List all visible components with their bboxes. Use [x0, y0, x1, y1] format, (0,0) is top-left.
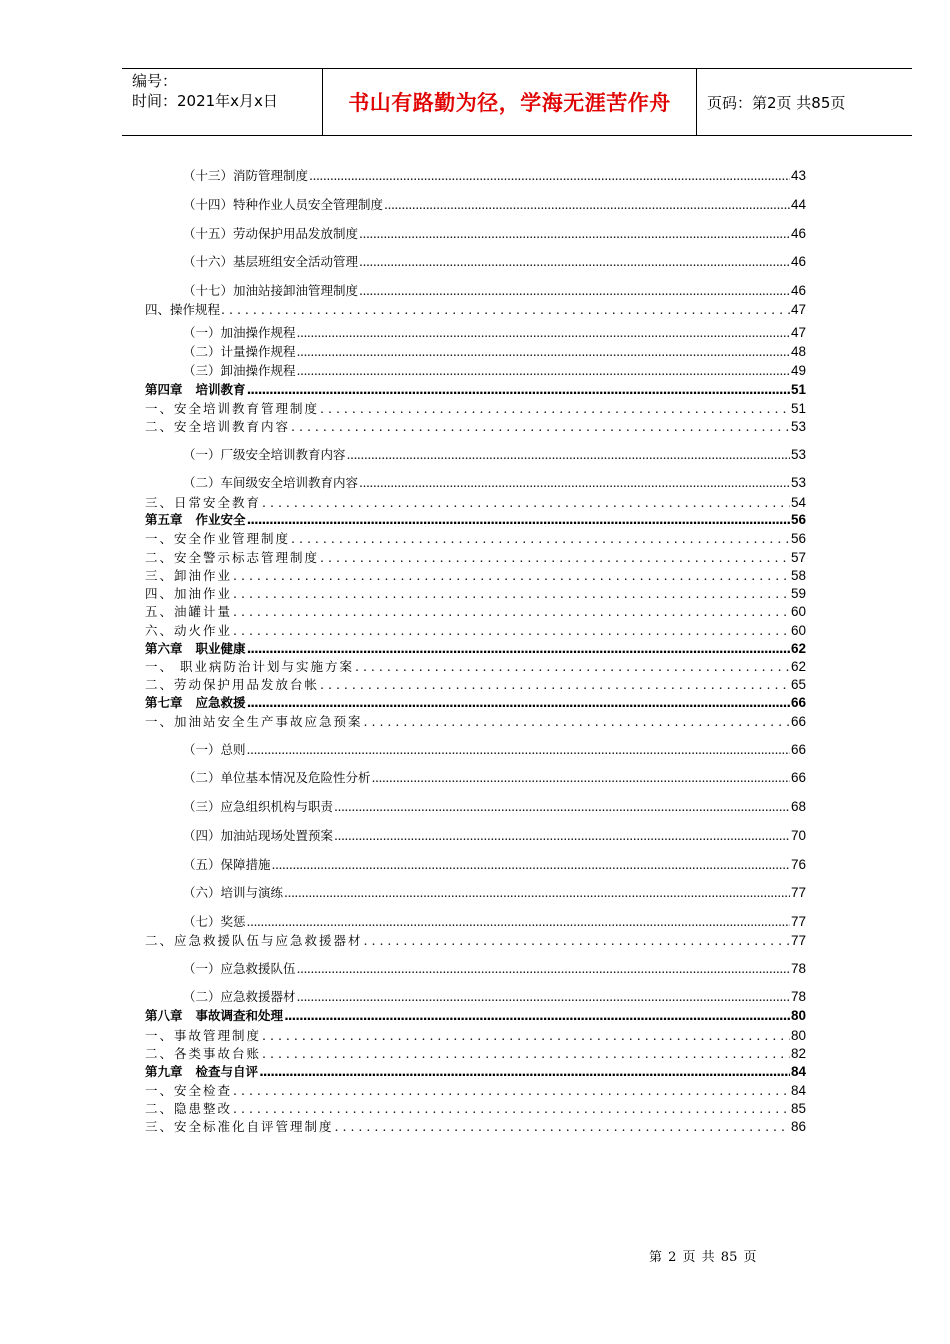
toc-entry[interactable] — [145, 566, 806, 586]
toc-dot-leader — [284, 883, 790, 903]
toc-dot-leader — [355, 657, 790, 677]
toc-entry-title: 五、油罐计量 — [145, 604, 233, 619]
toc-dot-leader — [262, 1026, 790, 1046]
toc-entry[interactable] — [145, 323, 806, 343]
toc-entry[interactable] — [145, 417, 806, 437]
toc-entry-title: 二、劳动保护用品发放台帐 — [145, 677, 320, 692]
toc-entry-page: 59 — [790, 586, 806, 601]
toc-entry-title: 三、日常安全教育 — [145, 495, 262, 510]
toc-entry-page: 78 — [790, 989, 806, 1004]
toc-dot-leader — [233, 602, 790, 622]
toc-entry[interactable] — [145, 380, 806, 400]
toc-entry-page: 66 — [790, 770, 806, 785]
toc-entry[interactable] — [145, 252, 806, 272]
toc-dot-leader — [272, 855, 790, 875]
toc-entry-page: 47 — [790, 325, 806, 340]
toc-dot-leader — [233, 1099, 790, 1119]
toc-entry-page: 54 — [790, 495, 806, 510]
toc-entry[interactable] — [145, 693, 806, 713]
toc-dot-leader — [359, 473, 790, 493]
toc-entry-title: （三）应急组织机构与职责 — [183, 799, 334, 814]
toc-entry[interactable] — [145, 548, 806, 568]
toc-entry-title: 第八章 事故调查和处理 — [145, 1008, 284, 1023]
toc-entry-title: 第六章 职业健康 — [145, 641, 246, 656]
toc-dot-leader — [233, 584, 790, 604]
toc-dot-leader — [335, 1117, 790, 1137]
toc-dot-leader — [297, 987, 790, 1007]
toc-entry-title: 三、安全标准化自评管理制度 — [145, 1119, 334, 1134]
toc-entry-page: 46 — [790, 254, 806, 269]
toc-dot-leader — [297, 361, 790, 381]
toc-entry-title: （十七）加油站接卸油管理制度 — [183, 283, 359, 298]
toc-entry-page: 77 — [790, 933, 806, 948]
toc-entry-page: 58 — [790, 568, 806, 583]
toc-entry[interactable] — [145, 657, 806, 677]
toc-entry[interactable] — [145, 621, 806, 641]
toc-entry-page: 70 — [790, 828, 806, 843]
toc-entry-title: （一）应急救援队伍 — [183, 961, 296, 976]
toc-entry-page: 85 — [790, 1101, 806, 1116]
toc-entry[interactable] — [145, 987, 806, 1007]
toc-dot-leader — [364, 712, 790, 732]
toc-entry[interactable] — [145, 1099, 806, 1119]
toc-entry-page: 51 — [790, 401, 806, 416]
toc-dot-leader — [233, 566, 790, 586]
header-page-info: 页码：第2页 共85页 — [707, 93, 846, 112]
toc-entry-title: 一、 职业病防治计划与实施方案 — [145, 659, 354, 674]
toc-dot-leader — [347, 445, 790, 465]
toc-entry-title: （一）厂级安全培训教育内容 — [183, 447, 346, 462]
toc-entry-page: 44 — [790, 197, 806, 212]
toc-entry-page: 76 — [790, 857, 806, 872]
toc-dot-leader — [359, 281, 790, 301]
toc-entry-page: 48 — [790, 344, 806, 359]
toc-entry-title: 一、事故管理制度 — [145, 1028, 262, 1043]
toc-entry-title: 二、隐患整改 — [145, 1101, 233, 1116]
header-motto: 书山有路勤为径，学海无涯苦作舟 — [323, 69, 697, 135]
toc-entry-page: 82 — [790, 1046, 806, 1061]
toc-entry-title: 一、加油站安全生产事故应急预案 — [145, 714, 363, 729]
toc-entry[interactable] — [145, 1006, 806, 1026]
toc-dot-leader — [297, 959, 790, 979]
toc-entry[interactable] — [145, 399, 806, 419]
toc-entry-title: 二、安全培训教育内容 — [145, 419, 291, 434]
toc-entry-title: 四、加油作业 — [145, 586, 233, 601]
toc-entry[interactable] — [145, 473, 806, 493]
toc-entry-page: 60 — [790, 604, 806, 619]
toc-dot-leader — [233, 1081, 790, 1101]
toc-entry[interactable] — [145, 224, 806, 244]
toc-dot-leader — [297, 342, 790, 362]
toc-dot-leader — [309, 166, 790, 186]
toc-entry[interactable] — [145, 768, 806, 788]
toc-dot-leader — [320, 548, 790, 568]
toc-dot-leader — [221, 300, 790, 320]
toc-entry[interactable] — [145, 797, 806, 817]
toc-entry-title: （六）培训与演练 — [183, 885, 284, 900]
toc-entry[interactable] — [145, 1026, 806, 1046]
toc-entry-page: 56 — [790, 512, 806, 527]
toc-entry-title: （二）计量操作规程 — [183, 344, 296, 359]
toc-dot-leader — [334, 826, 790, 846]
toc-dot-leader — [247, 380, 790, 400]
toc-entry-title: 四、操作规程 — [145, 302, 221, 317]
toc-dot-leader — [247, 912, 790, 932]
toc-entry-page: 62 — [790, 641, 806, 656]
toc-entry[interactable] — [145, 529, 806, 549]
toc-entry-title: 第九章 检查与自评 — [145, 1064, 259, 1079]
toc-dot-leader — [247, 510, 790, 530]
toc-entry-title: 二、应急救援队伍与应急救援器材 — [145, 933, 363, 948]
toc-entry-title: （二）单位基本情况及危险性分析 — [183, 770, 371, 785]
toc-entry-page: 47 — [790, 302, 806, 317]
toc-entry-page: 84 — [790, 1064, 806, 1079]
toc-entry[interactable] — [145, 166, 806, 186]
toc-entry-title: （三）卸油操作规程 — [183, 363, 296, 378]
toc-entry[interactable] — [145, 639, 806, 659]
toc-entry-page: 60 — [790, 623, 806, 638]
header-meta-cell — [122, 69, 323, 135]
toc-entry[interactable] — [145, 1117, 806, 1137]
toc-entry-page: 56 — [790, 531, 806, 546]
toc-entry-page: 66 — [790, 742, 806, 757]
toc-dot-leader — [320, 675, 790, 695]
toc-dot-leader — [259, 1062, 790, 1082]
toc-entry[interactable] — [145, 675, 806, 695]
toc-entry[interactable] — [145, 342, 806, 362]
toc-dot-leader — [334, 797, 790, 817]
toc-dot-leader — [247, 740, 790, 760]
toc-dot-leader — [320, 399, 790, 419]
page-header — [122, 68, 912, 136]
toc-entry-page: 66 — [790, 714, 806, 729]
toc-entry[interactable] — [145, 281, 806, 301]
toc-entry-title: （十六）基层班组安全活动管理 — [183, 254, 359, 269]
toc-entry-title: 第四章 培训教育 — [145, 382, 246, 397]
toc-entry-page: 78 — [790, 961, 806, 976]
toc-entry-title: 一、安全培训教育管理制度 — [145, 401, 320, 416]
toc-entry[interactable] — [145, 712, 806, 732]
toc-dot-leader — [297, 323, 790, 343]
toc-entry-page: 51 — [790, 382, 806, 397]
toc-entry-title: （一）总则 — [183, 742, 246, 757]
toc-entry[interactable] — [145, 1081, 806, 1101]
toc-dot-leader — [284, 1006, 790, 1026]
toc-entry-page: 62 — [790, 659, 806, 674]
toc-entry-page: 53 — [790, 447, 806, 462]
page-footer: 第 2 页 共 85 页 — [649, 1250, 757, 1265]
document-time-label: 时间：2021年x月x日 — [132, 92, 278, 110]
toc-entry-title: 三、卸油作业 — [145, 568, 233, 583]
toc-entry[interactable] — [145, 300, 806, 320]
toc-entry-page: 49 — [790, 363, 806, 378]
toc-dot-leader — [233, 621, 790, 641]
toc-entry-title: （一）加油操作规程 — [183, 325, 296, 340]
toc-entry[interactable] — [145, 883, 806, 903]
toc-dot-leader — [359, 252, 790, 272]
toc-entry[interactable] — [145, 602, 806, 622]
toc-entry-page: 57 — [790, 550, 806, 565]
toc-entry-title: （十三）消防管理制度 — [183, 168, 309, 183]
toc-entry-title: （五）保障措施 — [183, 857, 271, 872]
toc-entry-title: 第五章 作业安全 — [145, 512, 246, 527]
toc-entry-title: （十四）特种作业人员安全管理制度 — [183, 197, 384, 212]
toc-entry-title: 六、动火作业 — [145, 623, 233, 638]
toc-entry[interactable] — [145, 740, 806, 760]
toc-entry[interactable] — [145, 584, 806, 604]
toc-entry-page: 80 — [790, 1028, 806, 1043]
toc-entry[interactable] — [145, 195, 806, 215]
toc-entry-page: 77 — [790, 885, 806, 900]
toc-entry-title: 第七章 应急救援 — [145, 695, 246, 710]
toc-entry-page: 77 — [790, 914, 806, 929]
toc-entry-title: （二）车间级安全培训教育内容 — [183, 475, 359, 490]
toc-entry[interactable] — [145, 959, 806, 979]
toc-entry-page: 65 — [790, 677, 806, 692]
toc-entry-title: （四）加油站现场处置预案 — [183, 828, 334, 843]
toc-entry-page: 43 — [790, 168, 806, 183]
toc-entry-page: 53 — [790, 475, 806, 490]
toc-entry[interactable] — [145, 855, 806, 875]
toc-entry[interactable] — [145, 510, 806, 530]
toc-entry-title: 一、安全检查 — [145, 1083, 233, 1098]
toc-entry[interactable] — [145, 826, 806, 846]
toc-entry-page: 84 — [790, 1083, 806, 1098]
toc-entry-page: 86 — [790, 1119, 806, 1134]
toc-dot-leader — [262, 1044, 790, 1064]
toc-entry-title: 一、安全作业管理制度 — [145, 531, 291, 546]
toc-entry[interactable] — [145, 931, 806, 951]
toc-entry-page: 53 — [790, 419, 806, 434]
toc-entry-title: （十五）劳动保护用品发放制度 — [183, 226, 359, 241]
toc-entry-page: 46 — [790, 226, 806, 241]
toc-dot-leader — [384, 195, 790, 215]
toc-entry-page: 46 — [790, 283, 806, 298]
toc-dot-leader — [247, 639, 790, 659]
toc-entry-title: 二、各类事故台账 — [145, 1046, 262, 1061]
toc-entry[interactable] — [145, 361, 806, 381]
toc-entry-title: （七）奖惩 — [183, 914, 246, 929]
toc-entry-page: 66 — [790, 695, 806, 710]
toc-entry-page: 68 — [790, 799, 806, 814]
toc-entry[interactable] — [145, 912, 806, 932]
toc-entry-title: 二、安全警示标志管理制度 — [145, 550, 320, 565]
toc-entry[interactable] — [145, 445, 806, 465]
document-number-label: 编号： — [132, 72, 178, 90]
toc-dot-leader — [359, 224, 790, 244]
toc-dot-leader — [364, 931, 790, 951]
toc-dot-leader — [291, 417, 790, 437]
toc-dot-leader — [372, 768, 790, 788]
toc-entry-page: 80 — [790, 1008, 806, 1023]
toc-entry[interactable] — [145, 1062, 806, 1082]
toc-dot-leader — [247, 693, 790, 713]
toc-entry-title: （二）应急救援器材 — [183, 989, 296, 1004]
toc-entry[interactable] — [145, 1044, 806, 1064]
toc-dot-leader — [291, 529, 790, 549]
